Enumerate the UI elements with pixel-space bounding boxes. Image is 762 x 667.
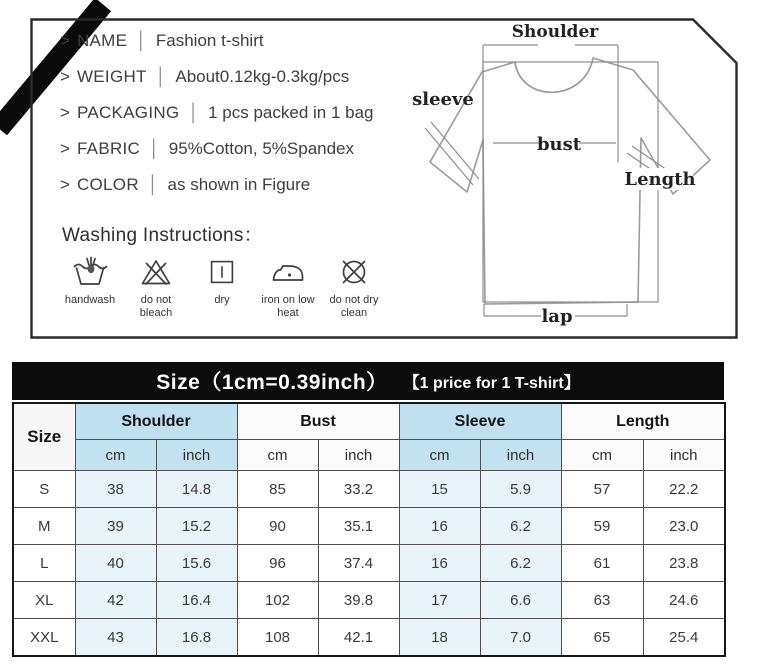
product-info-panel [30, 18, 738, 339]
row-marker: > [60, 139, 70, 158]
washing-item-handwash [60, 254, 120, 320]
row-marker: > [60, 31, 70, 50]
attribute-label: PACKAGING [76, 103, 180, 122]
value-cell: 15.6 [156, 545, 237, 582]
value-cell: 6.2 [480, 545, 561, 582]
washing-label: iron on low heat [261, 294, 315, 319]
value-cell: 42.1 [318, 619, 399, 657]
attribute-value: Fashion t-shirt [155, 31, 264, 50]
attribute-label: NAME [76, 31, 128, 50]
washing-label: do not bleach [139, 294, 173, 319]
washing-icons-row [60, 254, 384, 320]
unit-header: inch [643, 440, 725, 471]
value-cell: 57 [561, 471, 643, 508]
product-attribute-row-weight [60, 67, 374, 87]
diagram-label-bust: bust [536, 134, 582, 155]
value-cell: 102 [237, 582, 318, 619]
washing-item-do-not-dry-clean [324, 254, 384, 320]
value-cell: 40 [75, 545, 156, 582]
value-cell: 5.9 [480, 471, 561, 508]
value-cell: 108 [237, 619, 318, 657]
unit-header: cm [561, 440, 643, 471]
attribute-label: COLOR [76, 175, 139, 194]
attribute-value: as shown in Figure [167, 175, 311, 194]
group-header-shoulder: Shoulder [75, 403, 237, 440]
size-cell: M [13, 508, 75, 545]
do-not-dry-clean-icon [336, 254, 372, 290]
value-cell: 35.1 [318, 508, 399, 545]
attribute-separator: │ [188, 103, 200, 122]
value-cell: 43 [75, 619, 156, 657]
table-row-s [13, 471, 725, 508]
product-attribute-row-color [60, 175, 374, 195]
value-cell: 16 [399, 508, 480, 545]
value-cell: 61 [561, 545, 643, 582]
table-unit-header-row [13, 440, 725, 471]
corner-header-size: Size [13, 403, 75, 471]
size-table-section [12, 362, 724, 657]
value-cell: 23.0 [643, 508, 725, 545]
row-marker: > [60, 103, 70, 122]
value-cell: 38 [75, 471, 156, 508]
iron-low-heat-icon [268, 254, 308, 290]
attribute-label: WEIGHT [76, 67, 147, 86]
washing-item-dry [192, 254, 252, 320]
diagram-label-shoulder: Shoulder [511, 22, 599, 42]
row-marker: > [60, 67, 70, 86]
value-cell: 22.2 [643, 471, 725, 508]
value-cell: 39.8 [318, 582, 399, 619]
group-header-sleeve: Sleeve [399, 403, 561, 440]
size-cell: L [13, 545, 75, 582]
washing-item-iron-low-heat [258, 254, 318, 320]
value-cell: 14.8 [156, 471, 237, 508]
size-cell: S [13, 471, 75, 508]
size-table [12, 402, 726, 657]
attribute-separator: │ [147, 175, 159, 194]
table-row-m [13, 508, 725, 545]
value-cell: 16.4 [156, 582, 237, 619]
product-attribute-row-packaging [60, 103, 374, 123]
size-cell: XL [13, 582, 75, 619]
value-cell: 23.8 [643, 545, 725, 582]
size-table-price-note: 【1 price for 1 T-shirt】 [403, 374, 580, 392]
value-cell: 15 [399, 471, 480, 508]
size-table-title: Size（1cm=0.39inch） [156, 371, 388, 394]
value-cell: 18 [399, 619, 480, 657]
value-cell: 90 [237, 508, 318, 545]
value-cell: 65 [561, 619, 643, 657]
product-attribute-row-fabric [60, 139, 374, 159]
value-cell: 6.6 [480, 582, 561, 619]
value-cell: 16.8 [156, 619, 237, 657]
washing-label: handwash [64, 294, 116, 306]
value-cell: 16 [399, 545, 480, 582]
diagram-label-length: Length [624, 169, 696, 190]
size-cell: XXL [13, 619, 75, 657]
attribute-separator: │ [155, 67, 167, 86]
attribute-value: 95%Cotton, 5%Spandex [168, 139, 355, 158]
diagram-label-lap: lap [541, 306, 573, 327]
unit-header: cm [399, 440, 480, 471]
attribute-label: FABRIC [76, 139, 141, 158]
value-cell: 7.0 [480, 619, 561, 657]
value-cell: 42 [75, 582, 156, 619]
attribute-value: 1 pcs packed in 1 bag [208, 103, 374, 122]
washing-label: dry [214, 294, 230, 306]
do-not-bleach-icon [138, 254, 174, 290]
value-cell: 39 [75, 508, 156, 545]
attribute-separator: │ [136, 31, 147, 50]
handwash-icon [71, 254, 109, 290]
unit-header: inch [156, 440, 237, 471]
unit-header: inch [318, 440, 399, 471]
value-cell: 37.4 [318, 545, 399, 582]
value-cell: 33.2 [318, 471, 399, 508]
row-marker: > [60, 175, 70, 194]
value-cell: 63 [561, 582, 643, 619]
size-table-title-bar [12, 362, 724, 400]
diagram-label-sleeve: sleeve [412, 89, 474, 110]
group-header-length: Length [561, 403, 725, 440]
attribute-value: About0.12kg-0.3kg/pcs [175, 67, 350, 86]
tshirt-measurement-diagram [405, 12, 735, 344]
table-row-xxl [13, 619, 725, 657]
washing-label: do not dry clean [329, 294, 379, 319]
value-cell: 96 [237, 545, 318, 582]
group-header-bust: Bust [237, 403, 399, 440]
product-attribute-row-name [60, 31, 374, 51]
table-row-xl [13, 582, 725, 619]
product-attribute-list [60, 31, 374, 211]
unit-header: inch [480, 440, 561, 471]
value-cell: 85 [237, 471, 318, 508]
table-row-l [13, 545, 725, 582]
value-cell: 59 [561, 508, 643, 545]
washing-instructions-title: Washing Instructions： [62, 225, 263, 246]
value-cell: 17 [399, 582, 480, 619]
unit-header: cm [237, 440, 318, 471]
washing-item-do-not-bleach [126, 254, 186, 320]
unit-header: cm [75, 440, 156, 471]
value-cell: 25.4 [643, 619, 725, 657]
value-cell: 6.2 [480, 508, 561, 545]
value-cell: 24.6 [643, 582, 725, 619]
dry-icon [205, 254, 239, 290]
value-cell: 15.2 [156, 508, 237, 545]
attribute-separator: │ [149, 139, 160, 158]
table-group-header-row [13, 403, 725, 440]
